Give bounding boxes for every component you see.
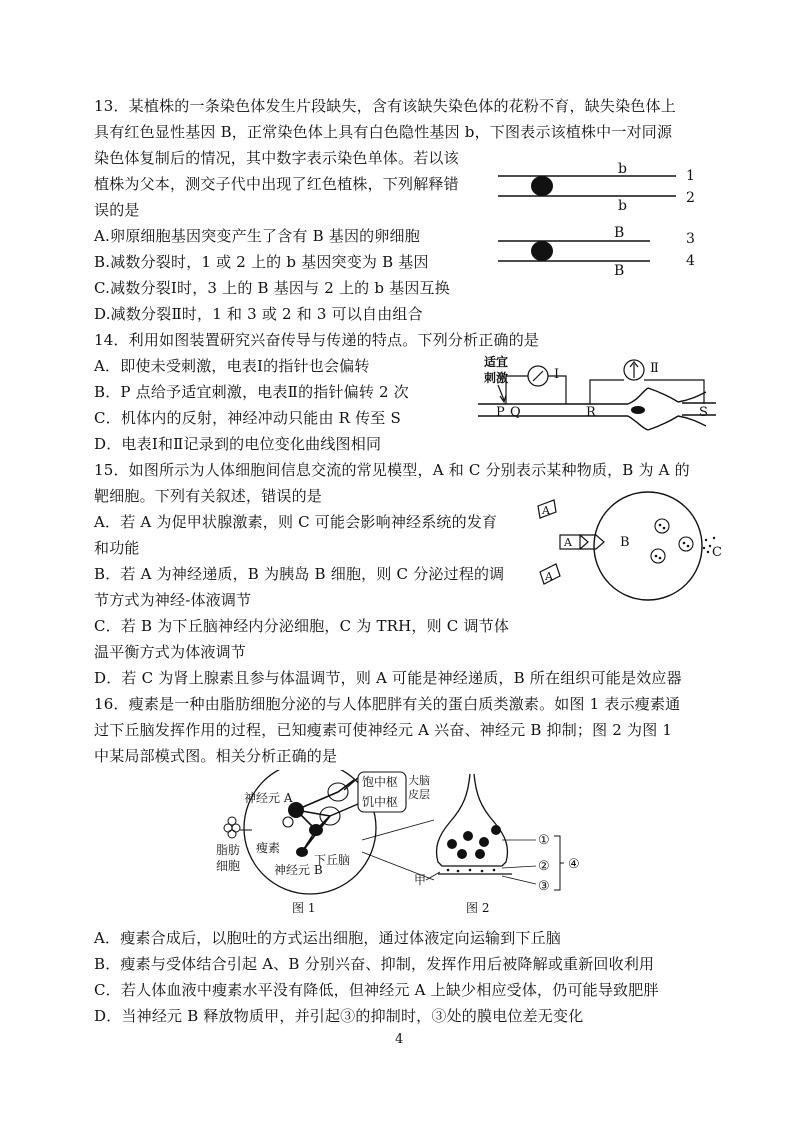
cell-signaling-figure (534, 490, 730, 614)
q16-stem-line1: 16．瘦素是一种由脂肪细胞分泌的与人体肥胖有关的蛋白质类激素。如图 1 表示瘦素通 (94, 695, 681, 713)
q16-stem-line2: 过下丘脑发挥作用的过程，已知瘦素可使神经元 A 兴奋、神经元 B 抑制；图 2 为图 1 (94, 721, 673, 739)
q15-option-a-line1: A．若 A 为促甲状腺激素，则 C 可能会影响神经系统的发育 (94, 513, 498, 531)
label-4: 4 (686, 253, 695, 269)
q13-option-d: D.减数分裂Ⅱ时，1 和 3 或 2 和 3 可以自由组合 (94, 305, 423, 323)
q15-option-b-line1: B．若 A 为神经递质，B 为胰岛 B 细胞，则 C 分泌过程的调 (94, 565, 505, 583)
q13-stem-line5: 误的是 (94, 201, 140, 219)
marker-2: ② (538, 859, 550, 874)
stimulus-label-1: 适宜 (484, 355, 509, 369)
q16-option-a: A．瘦素合成后，以胞吐的方式运出细胞，通过体液定向运输到下丘脑 (94, 929, 562, 947)
q15-stem-line1: 15．如图所示为人体细胞间信息交流的常见模型，A 和 C 分别表示某种物质，B 为 A 的 (94, 461, 690, 479)
receptor-icon (580, 535, 604, 549)
neural-connections (296, 780, 354, 852)
neuron-meter-figure (478, 352, 718, 432)
point-s: S (699, 405, 708, 420)
nucleus (631, 406, 645, 414)
vesicle (447, 839, 457, 849)
vesicle-3 (679, 537, 693, 551)
target-cell-b (594, 492, 702, 600)
q13-stem-line2: 具有红色显性基因 B，正常染色体上具有白色隐性基因 b，下图表示该植株中一对同源 (94, 123, 673, 141)
secretion-c-label: C (712, 545, 722, 560)
vesicle-2 (651, 549, 665, 563)
marker-4: ④ (568, 857, 580, 872)
leptin-label: 瘦素 (256, 841, 281, 855)
point-r: R (586, 405, 596, 420)
q15-option-c-line1: C．若 B 为下丘脑神经内分泌细胞，C 为 TRH，则 C 调节体 (94, 617, 510, 635)
q14-option-c: C．机体内的反射，神经冲动只能由 R 传至 S (94, 409, 401, 427)
gene-B-4: B (614, 263, 625, 278)
q14-option-d: D．电表Ⅰ和Ⅱ记录到的电位变化曲线图相同 (94, 435, 382, 453)
chromosome-figure (490, 156, 710, 278)
q14-option-b: B．P 点给予适宜刺激，电表Ⅱ的指针偏转 2 次 (94, 383, 409, 401)
fat-cell-label-1: 脂肪 (216, 843, 241, 857)
q13-option-a: A.卵原细胞基因突变产生了含有 B 基因的卵细胞 (94, 227, 420, 245)
gene-b-1: b (618, 161, 627, 177)
meter-1-label: Ⅰ (554, 367, 560, 382)
q13-stem-line4: 植株为父本，测交子代中出现了红色植株，下列解释错 (94, 175, 459, 193)
leptin-figure (212, 770, 592, 920)
q14-stem: 14．利用如图装置研究兴奋传导与传递的特点。下列分析正确的是 (94, 331, 540, 349)
bound-signal-a-label: A (564, 536, 572, 549)
secreted-c-dots (705, 539, 707, 541)
signal-a-bottom-label: A (545, 570, 553, 583)
label-3: 3 (686, 231, 695, 247)
q16-option-c: C．若人体血液中瘦素水平没有降低，但神经元 A 上缺少相应受体，仍可能导致肥胖 (94, 981, 659, 999)
label-1: 1 (686, 168, 695, 184)
centromere-top (531, 176, 553, 196)
stimulus-label-2: 刺激 (484, 371, 509, 385)
meter-2-label: Ⅱ (650, 361, 659, 376)
cortex-label-2: 皮层 (408, 788, 430, 801)
q15-option-c-line2: 温平衡方式为体液调节 (94, 643, 247, 661)
satiety-center-label: 饱中枢 (362, 775, 399, 789)
centromere-bottom (531, 241, 553, 261)
marker-1: ① (538, 833, 550, 848)
q15-option-a-line2: 和功能 (94, 539, 140, 557)
signal-a-top-label: A (542, 504, 550, 517)
presynaptic-terminal (437, 774, 508, 866)
q13-option-b: B.减数分裂时，1 或 2 上的 b 基因突变为 B 基因 (94, 253, 429, 271)
page-number: 4 (395, 1032, 404, 1047)
point-p: P (496, 405, 505, 420)
q15-option-b-line2: 节方式为神经-体液调节 (94, 591, 252, 609)
q14-option-a: A．即使未受刺激，电表Ⅰ的指针也会偏转 (94, 357, 370, 375)
figure-1-caption: 图 1 (292, 901, 316, 915)
substance-jia-label: 甲 (414, 873, 427, 887)
q13-stem-line1: 13．某植株的一条染色体发生片段缺失，含有该缺失染色体的花粉不育，缺失染色体上 (94, 97, 676, 115)
point-q: Q (510, 405, 521, 420)
neuron-a-label: 神经元 A (244, 791, 293, 805)
gene-B-3: B (614, 225, 625, 241)
cortex-label-1: 大脑 (408, 774, 430, 787)
fat-cell-label-2: 细胞 (216, 859, 241, 873)
bracket-4 (554, 836, 564, 890)
cell-b-label: B (620, 535, 630, 550)
hunger-center-label: 饥中枢 (362, 795, 399, 809)
q16-stem-line3: 中某局部模式图。相关分析正确的是 (94, 747, 338, 765)
q15-stem-line2: 靶细胞。下列有关叙述，错误的是 (94, 487, 323, 505)
label-2: 2 (686, 190, 695, 206)
vesicle-1 (655, 519, 669, 533)
neuron-b-label: 神经元 B (274, 863, 323, 877)
q13-option-c: C.减数分裂Ⅰ时，3 上的 B 基因与 2 上的 b 基因互换 (94, 279, 450, 297)
gene-b-2: b (618, 198, 627, 214)
q15-option-d: D．若 C 为肾上腺素且参与体温调节，则 A 可能是神经递质，B 所在组织可能是效应器 (94, 669, 682, 687)
hypothalamus-label: 下丘脑 (314, 853, 351, 867)
marker-3: ③ (538, 879, 550, 894)
q16-option-b: B．瘦素与受体结合引起 A、B 分别兴奋、抑制，发挥作用后被降解或重新回收利用 (94, 955, 655, 973)
q13-stem-line3: 染色体复制后的情况，其中数字表示染色单体。若以该 (94, 149, 459, 167)
figure-2-caption: 图 2 (466, 901, 490, 915)
q16-option-d: D．当神经元 B 释放物质甲，并引起③的抑制时，③处的膜电位差无变化 (94, 1007, 584, 1025)
